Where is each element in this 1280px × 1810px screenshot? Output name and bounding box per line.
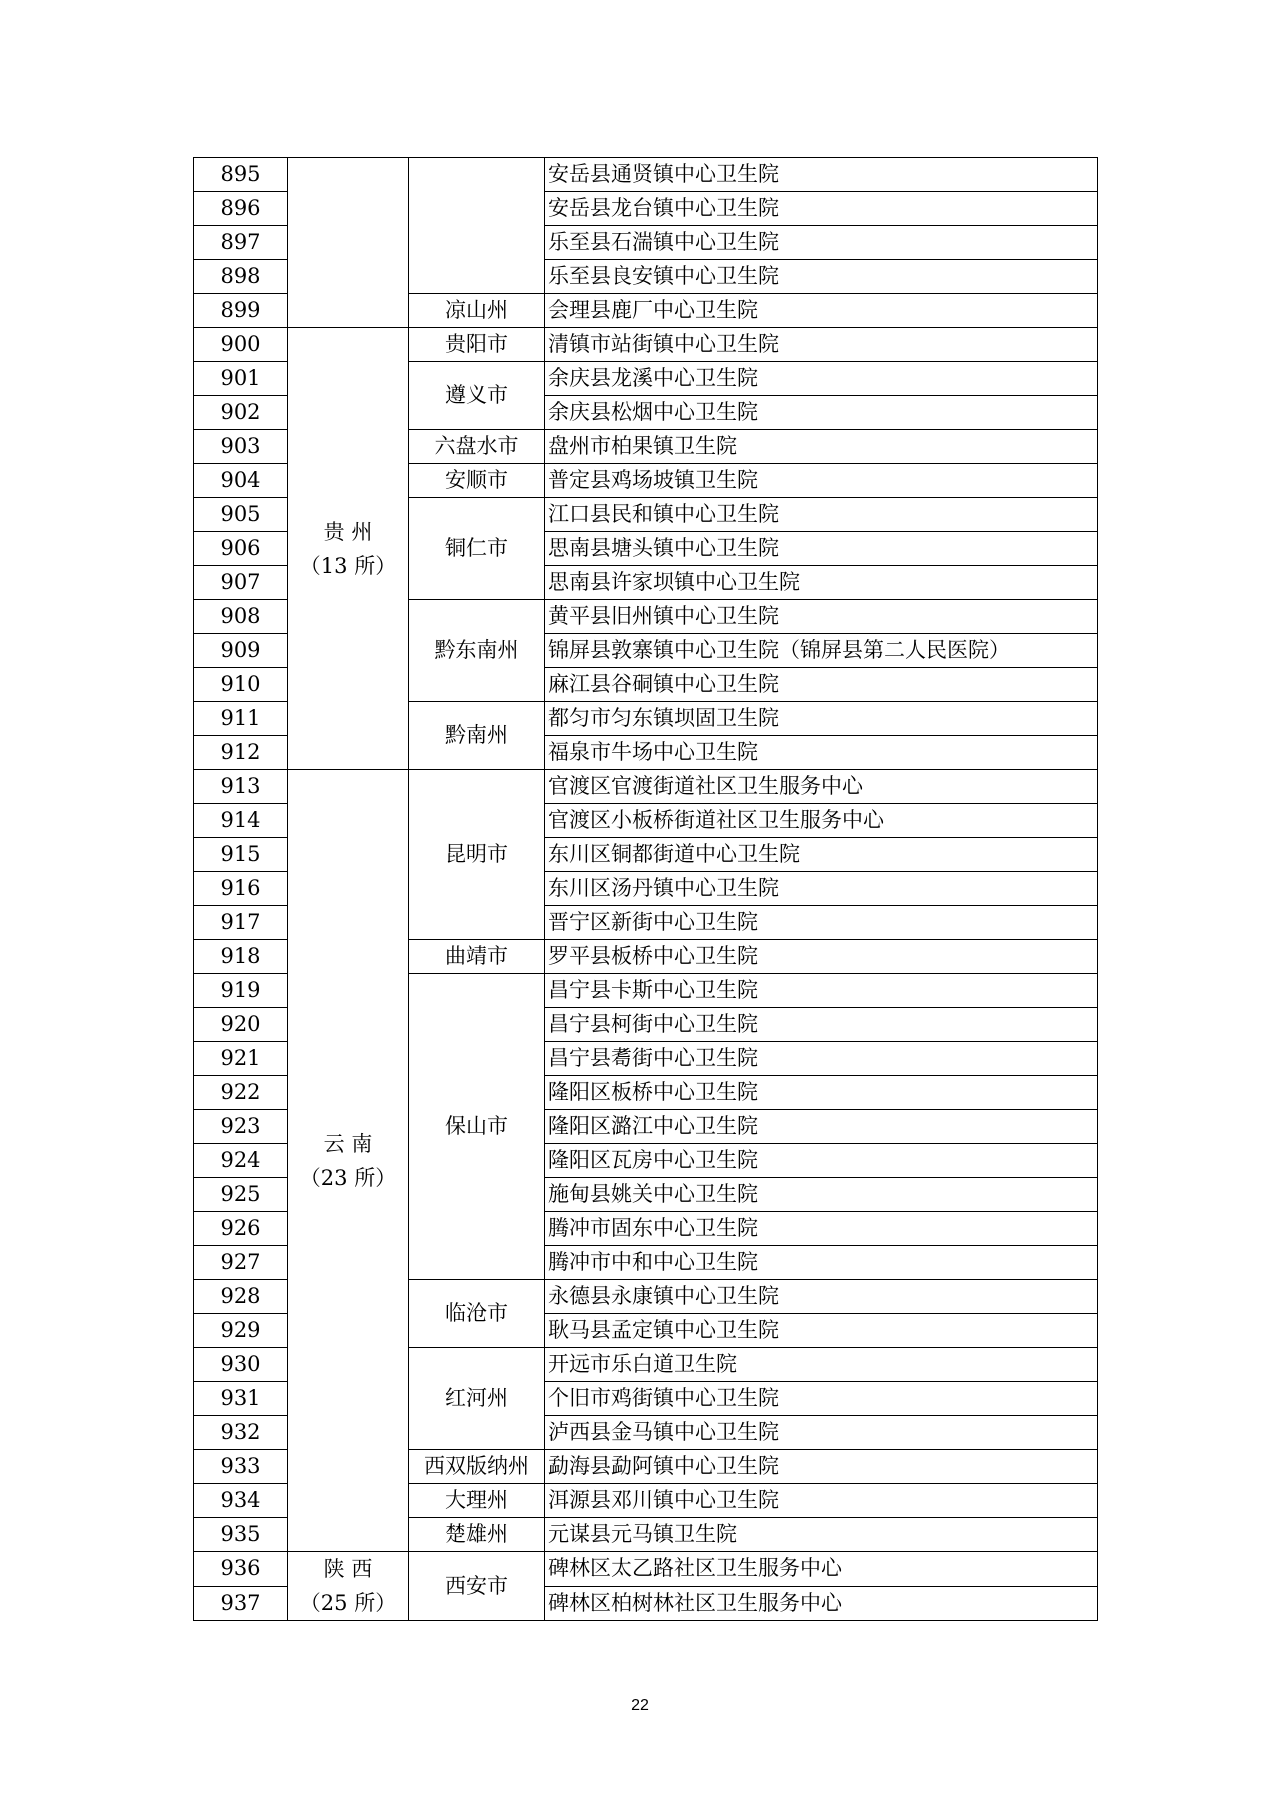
row-number: 935 bbox=[194, 1518, 288, 1552]
table-row bbox=[194, 1552, 1098, 1587]
row-number: 936 bbox=[194, 1552, 288, 1587]
city-cell-continued bbox=[409, 158, 545, 294]
province-count: （23 所） bbox=[299, 1165, 397, 1190]
institution-name: 江口县民和镇中心卫生院 bbox=[545, 498, 1098, 532]
institution-name: 余庆县龙溪中心卫生院 bbox=[545, 362, 1098, 396]
city-cell: 红河州 bbox=[409, 1348, 545, 1450]
province-name: 陕 西 bbox=[323, 1557, 373, 1581]
row-number: 902 bbox=[194, 396, 288, 430]
city-cell: 保山市 bbox=[409, 974, 545, 1280]
province-cell bbox=[288, 328, 409, 770]
institution-name: 泸西县金马镇中心卫生院 bbox=[545, 1416, 1098, 1450]
table-row bbox=[194, 770, 1098, 804]
province-cell bbox=[288, 770, 409, 1552]
institution-table bbox=[193, 157, 1098, 1621]
institution-name: 昌宁县耈街中心卫生院 bbox=[545, 1042, 1098, 1076]
institution-name: 东川区铜都街道中心卫生院 bbox=[545, 838, 1098, 872]
institution-name: 官渡区官渡街道社区卫生服务中心 bbox=[545, 770, 1098, 804]
province-name: 贵 州 bbox=[323, 519, 373, 544]
row-number: 921 bbox=[194, 1042, 288, 1076]
institution-name: 元谋县元马镇卫生院 bbox=[545, 1518, 1098, 1552]
city-cell: 西安市 bbox=[409, 1552, 545, 1621]
institution-name: 开远市乐白道卫生院 bbox=[545, 1348, 1098, 1382]
row-number: 924 bbox=[194, 1144, 288, 1178]
row-number: 932 bbox=[194, 1416, 288, 1450]
row-number: 919 bbox=[194, 974, 288, 1008]
row-number: 913 bbox=[194, 770, 288, 804]
province-count: （25 所） bbox=[299, 1591, 397, 1615]
row-number: 933 bbox=[194, 1450, 288, 1484]
row-number: 896 bbox=[194, 192, 288, 226]
institution-name: 麻江县谷硐镇中心卫生院 bbox=[545, 668, 1098, 702]
province-name: 云 南 bbox=[323, 1131, 373, 1156]
province-count: （13 所） bbox=[299, 553, 397, 578]
row-number: 926 bbox=[194, 1212, 288, 1246]
institution-name: 耿马县孟定镇中心卫生院 bbox=[545, 1314, 1098, 1348]
row-number: 897 bbox=[194, 226, 288, 260]
institution-name: 思南县塘头镇中心卫生院 bbox=[545, 532, 1098, 566]
row-number: 899 bbox=[194, 294, 288, 328]
institution-name: 洱源县邓川镇中心卫生院 bbox=[545, 1484, 1098, 1518]
row-number: 898 bbox=[194, 260, 288, 294]
row-number: 900 bbox=[194, 328, 288, 362]
institution-name: 都匀市匀东镇坝固卫生院 bbox=[545, 702, 1098, 736]
institution-name: 东川区汤丹镇中心卫生院 bbox=[545, 872, 1098, 906]
city-cell: 贵阳市 bbox=[409, 328, 545, 362]
city-cell: 昆明市 bbox=[409, 770, 545, 940]
table-row bbox=[194, 328, 1098, 362]
institution-name: 思南县许家坝镇中心卫生院 bbox=[545, 566, 1098, 600]
city-cell: 黔南州 bbox=[409, 702, 545, 770]
institution-name: 晋宁区新街中心卫生院 bbox=[545, 906, 1098, 940]
row-number: 923 bbox=[194, 1110, 288, 1144]
institution-name: 碑林区太乙路社区卫生服务中心 bbox=[545, 1552, 1098, 1587]
city-cell: 大理州 bbox=[409, 1484, 545, 1518]
row-number: 920 bbox=[194, 1008, 288, 1042]
institution-name: 余庆县松烟中心卫生院 bbox=[545, 396, 1098, 430]
row-number: 930 bbox=[194, 1348, 288, 1382]
row-number: 915 bbox=[194, 838, 288, 872]
table-row bbox=[194, 158, 1098, 192]
institution-name: 勐海县勐阿镇中心卫生院 bbox=[545, 1450, 1098, 1484]
row-number: 911 bbox=[194, 702, 288, 736]
row-number: 937 bbox=[194, 1586, 288, 1621]
row-number: 916 bbox=[194, 872, 288, 906]
row-number: 905 bbox=[194, 498, 288, 532]
institution-name: 官渡区小板桥街道社区卫生服务中心 bbox=[545, 804, 1098, 838]
institution-name: 隆阳区潞江中心卫生院 bbox=[545, 1110, 1098, 1144]
row-number: 903 bbox=[194, 430, 288, 464]
institution-name: 盘州市柏果镇卫生院 bbox=[545, 430, 1098, 464]
row-number: 908 bbox=[194, 600, 288, 634]
institution-name: 昌宁县卡斯中心卫生院 bbox=[545, 974, 1098, 1008]
city-cell: 西双版纳州 bbox=[409, 1450, 545, 1484]
institution-name: 安岳县通贤镇中心卫生院 bbox=[545, 158, 1098, 192]
institution-name: 隆阳区瓦房中心卫生院 bbox=[545, 1144, 1098, 1178]
city-cell: 凉山州 bbox=[409, 294, 545, 328]
institution-name: 安岳县龙台镇中心卫生院 bbox=[545, 192, 1098, 226]
city-cell: 安顺市 bbox=[409, 464, 545, 498]
row-number: 922 bbox=[194, 1076, 288, 1110]
institution-name: 个旧市鸡街镇中心卫生院 bbox=[545, 1382, 1098, 1416]
row-number: 917 bbox=[194, 906, 288, 940]
row-number: 901 bbox=[194, 362, 288, 396]
row-number: 929 bbox=[194, 1314, 288, 1348]
row-number: 928 bbox=[194, 1280, 288, 1314]
row-number: 925 bbox=[194, 1178, 288, 1212]
institution-name: 普定县鸡场坡镇卫生院 bbox=[545, 464, 1098, 498]
institution-name: 乐至县良安镇中心卫生院 bbox=[545, 260, 1098, 294]
institution-name: 腾冲市固东中心卫生院 bbox=[545, 1212, 1098, 1246]
page-number: 22 bbox=[631, 1697, 649, 1714]
institution-table-body bbox=[194, 158, 1098, 1621]
city-cell: 遵义市 bbox=[409, 362, 545, 430]
city-cell: 铜仁市 bbox=[409, 498, 545, 600]
row-number: 904 bbox=[194, 464, 288, 498]
city-cell: 临沧市 bbox=[409, 1280, 545, 1348]
row-number: 931 bbox=[194, 1382, 288, 1416]
city-cell: 楚雄州 bbox=[409, 1518, 545, 1552]
institution-name: 碑林区柏树林社区卫生服务中心 bbox=[545, 1586, 1098, 1621]
province-cell bbox=[288, 1552, 409, 1621]
row-number: 895 bbox=[194, 158, 288, 192]
row-number: 934 bbox=[194, 1484, 288, 1518]
institution-name: 腾冲市中和中心卫生院 bbox=[545, 1246, 1098, 1280]
row-number: 918 bbox=[194, 940, 288, 974]
province-cell-continued bbox=[288, 158, 409, 328]
institution-name: 会理县鹿厂中心卫生院 bbox=[545, 294, 1098, 328]
city-cell: 黔东南州 bbox=[409, 600, 545, 702]
institution-name: 施甸县姚关中心卫生院 bbox=[545, 1178, 1098, 1212]
row-number: 906 bbox=[194, 532, 288, 566]
institution-name: 永德县永康镇中心卫生院 bbox=[545, 1280, 1098, 1314]
city-cell: 六盘水市 bbox=[409, 430, 545, 464]
city-cell: 曲靖市 bbox=[409, 940, 545, 974]
row-number: 927 bbox=[194, 1246, 288, 1280]
institution-name: 乐至县石湍镇中心卫生院 bbox=[545, 226, 1098, 260]
row-number: 909 bbox=[194, 634, 288, 668]
row-number: 912 bbox=[194, 736, 288, 770]
row-number: 910 bbox=[194, 668, 288, 702]
row-number: 914 bbox=[194, 804, 288, 838]
institution-name: 罗平县板桥中心卫生院 bbox=[545, 940, 1098, 974]
institution-name: 黄平县旧州镇中心卫生院 bbox=[545, 600, 1098, 634]
row-number: 907 bbox=[194, 566, 288, 600]
institution-name: 福泉市牛场中心卫生院 bbox=[545, 736, 1098, 770]
institution-name: 锦屏县敦寨镇中心卫生院（锦屏县第二人民医院） bbox=[545, 634, 1098, 668]
institution-name: 隆阳区板桥中心卫生院 bbox=[545, 1076, 1098, 1110]
institution-name: 清镇市站街镇中心卫生院 bbox=[545, 328, 1098, 362]
institution-name: 昌宁县柯街中心卫生院 bbox=[545, 1008, 1098, 1042]
